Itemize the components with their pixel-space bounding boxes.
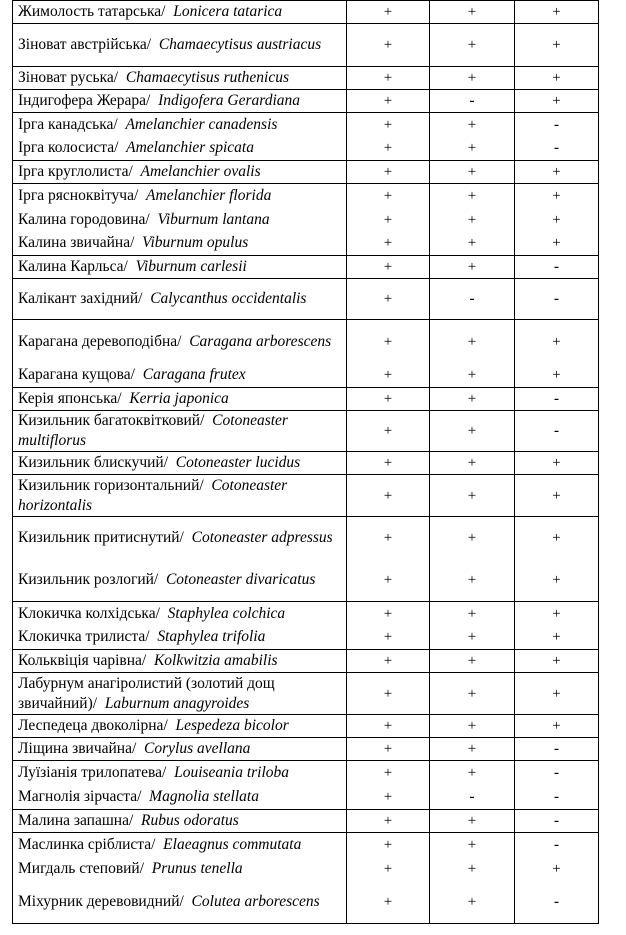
- dash-mark-cell-3: -: [515, 113, 599, 137]
- table-row: [13, 857, 599, 881]
- latin-name: Rubus odoratus: [141, 812, 239, 829]
- ukrainian-name: Малина запашна/: [18, 812, 134, 829]
- plus-mark-cell-2: +: [430, 208, 515, 232]
- latin-name: Kerria japonica: [129, 390, 229, 407]
- plus-mark-cell-2: +: [430, 738, 515, 761]
- latin-name: Lespedeza bicolor: [175, 717, 289, 734]
- table-row: [13, 364, 599, 388]
- species-name-cell: [13, 208, 347, 232]
- table-row: [13, 517, 599, 560]
- species-name-cell: [13, 650, 347, 673]
- latin-name: Elaeagnus commutata: [163, 835, 302, 853]
- plus-mark-cell-1: +: [347, 388, 430, 411]
- species-name-cell: [13, 475, 347, 517]
- plus-mark-cell-3: +: [515, 715, 599, 738]
- table-row: [13, 320, 599, 364]
- plus-mark-cell-1: +: [347, 256, 430, 279]
- plus-mark-cell-1: +: [347, 786, 430, 810]
- plus-mark-cell-1: +: [347, 475, 430, 517]
- ukrainian-name: Кизильник притиснутий/: [18, 529, 184, 547]
- plus-mark-cell-2: +: [430, 320, 515, 364]
- dash-mark-cell-2: -: [430, 786, 515, 810]
- species-name-cell: [13, 137, 347, 161]
- plus-mark-cell-2: +: [430, 452, 515, 475]
- ukrainian-name: Клокичка трилиста/: [18, 628, 150, 646]
- ukrainian-name: Ірга рясноквітуча/: [18, 186, 139, 204]
- ukrainian-name: Жимолость татарська/: [18, 3, 166, 20]
- latin-name: Cotoneaster adpressus: [191, 529, 333, 547]
- plus-mark-cell-2: +: [430, 602, 515, 626]
- table-row: [13, 137, 599, 161]
- plus-mark-cell-2: +: [430, 256, 515, 279]
- species-name-cell: [13, 320, 347, 364]
- species-name-cell: [13, 161, 347, 184]
- latin-name: Staphylea colchica: [167, 604, 286, 622]
- dash-mark-cell-3: -: [515, 786, 599, 810]
- ukrainian-name: Клокичка колхідська/: [18, 604, 160, 622]
- dash-mark-cell-3: -: [515, 810, 599, 833]
- table-row: [13, 208, 599, 232]
- dash-mark-cell-3: -: [515, 256, 599, 279]
- table-row: [13, 786, 599, 810]
- plus-mark-cell-2: +: [430, 232, 515, 256]
- species-name-cell: [13, 673, 347, 715]
- plus-mark-cell-3: +: [515, 602, 599, 626]
- plus-mark-cell-2: +: [430, 650, 515, 673]
- table-row: [13, 881, 599, 924]
- plus-mark-cell-2: +: [430, 475, 515, 517]
- ukrainian-name: Кизильник горизонтальний/: [18, 476, 204, 494]
- latin-name: Chamaecytisus austriacus: [158, 36, 322, 53]
- latin-name: Viburnum carlesii: [135, 258, 247, 275]
- species-name-cell: [13, 452, 347, 475]
- table-row: [13, 650, 599, 673]
- plus-mark-cell-3: +: [515, 24, 599, 67]
- latin-name: Cotoneaster lucidus: [175, 454, 301, 471]
- species-name-cell: [13, 560, 347, 602]
- plus-mark-cell-1: +: [347, 364, 430, 388]
- plus-mark-cell-1: +: [347, 738, 430, 761]
- plus-mark-cell-3: +: [515, 475, 599, 517]
- ukrainian-name: Магнолія зірчаста/: [18, 788, 142, 806]
- table-row: [13, 24, 599, 67]
- species-name-cell: [13, 256, 347, 279]
- species-name-cell: [13, 833, 347, 857]
- latin-name: Kolkwitzia amabilis: [153, 652, 278, 669]
- species-name-cell: [13, 881, 347, 924]
- species-name-cell: [13, 411, 347, 452]
- table-row: [13, 810, 599, 833]
- ukrainian-name: Ліщина звичайна/: [18, 740, 137, 757]
- plus-mark-cell-1: +: [347, 626, 430, 650]
- table-row: [13, 411, 599, 452]
- plus-mark-cell-3: +: [515, 67, 599, 90]
- species-name-cell: [13, 626, 347, 650]
- plus-mark-cell-3: +: [515, 161, 599, 184]
- plus-mark-cell-2: +: [430, 1, 515, 24]
- latin-name: Amelanchier ovalis: [140, 163, 261, 180]
- ukrainian-name: Ірга колосиста/: [18, 139, 119, 157]
- plus-mark-cell-1: +: [347, 761, 430, 786]
- species-name-cell: [13, 67, 347, 90]
- dash-mark-cell-3: -: [515, 761, 599, 786]
- ukrainian-name: Калина городовина/: [18, 210, 150, 228]
- latin-name: Caragana arborescens: [189, 332, 332, 350]
- species-name-cell: [13, 279, 347, 320]
- species-name-cell: [13, 90, 347, 113]
- latin-name: Prunus tenella: [151, 859, 243, 877]
- latin-name: Louiseania triloba: [174, 764, 290, 782]
- plus-mark-cell-3: +: [515, 650, 599, 673]
- plus-mark-cell-1: +: [347, 24, 430, 67]
- ukrainian-name: Карагана деревоподібна/: [18, 332, 182, 350]
- table-row: [13, 560, 599, 602]
- table-row: [13, 738, 599, 761]
- plus-mark-cell-1: +: [347, 161, 430, 184]
- table-row: [13, 715, 599, 738]
- dash-mark-cell-3: -: [515, 388, 599, 411]
- dash-mark-cell-3: -: [515, 137, 599, 161]
- plus-mark-cell-2: +: [430, 833, 515, 857]
- latin-name: Colutea arborescens: [191, 892, 320, 910]
- ukrainian-name: Кизильник розлогий/: [18, 571, 159, 589]
- species-name-cell: [13, 388, 347, 411]
- table-row: [13, 602, 599, 626]
- latin-name: Amelanchier canadensis: [125, 115, 278, 133]
- latin-name: Amelanchier florida: [146, 186, 272, 204]
- latin-name: Viburnum lantana: [157, 210, 270, 228]
- dash-mark-cell-3: -: [515, 833, 599, 857]
- latin-name: Calycanthus occidentalis: [150, 290, 307, 307]
- plus-mark-cell-1: +: [347, 184, 430, 208]
- ukrainian-name: Маслинка сріблиста/: [18, 835, 156, 853]
- ukrainian-name: Леспедеца двоколірна/: [18, 717, 168, 734]
- plus-mark-cell-2: +: [430, 24, 515, 67]
- species-name-cell: [13, 1, 347, 24]
- latin-name: Staphylea trifolia: [157, 628, 266, 646]
- dash-mark-cell-3: -: [515, 881, 599, 924]
- species-table-body: [13, 1, 599, 924]
- species-name-cell: [13, 113, 347, 137]
- table-row: [13, 232, 599, 256]
- table-row: [13, 626, 599, 650]
- plus-mark-cell-2: +: [430, 517, 515, 560]
- ukrainian-name: Міхурник деревовидний/: [18, 892, 184, 910]
- ukrainian-name: Мигдаль степовий/: [18, 859, 145, 877]
- table-row: [13, 833, 599, 857]
- latin-name: Magnolia stellata: [149, 788, 259, 806]
- plus-mark-cell-1: +: [347, 833, 430, 857]
- plus-mark-cell-3: +: [515, 232, 599, 256]
- plus-mark-cell-2: +: [430, 184, 515, 208]
- plus-mark-cell-3: +: [515, 517, 599, 560]
- plus-mark-cell-2: +: [430, 113, 515, 137]
- dash-mark-cell-2: -: [430, 279, 515, 320]
- species-name-cell: [13, 761, 347, 786]
- ukrainian-name: Ірга круглолиста/: [18, 163, 133, 180]
- ukrainian-name: Калина Карльса/: [18, 258, 128, 275]
- plus-mark-cell-3: +: [515, 673, 599, 715]
- table-row: [13, 67, 599, 90]
- latin-name: Corylus avellana: [144, 740, 251, 757]
- species-name-cell: [13, 364, 347, 388]
- plus-mark-cell-1: +: [347, 602, 430, 626]
- plus-mark-cell-2: +: [430, 810, 515, 833]
- species-name-cell: [13, 810, 347, 833]
- plus-mark-cell-3: +: [515, 452, 599, 475]
- dash-mark-cell-3: -: [515, 279, 599, 320]
- species-name-cell: [13, 857, 347, 881]
- plus-mark-cell-1: +: [347, 411, 430, 452]
- latin-name: Viburnum opulus: [142, 234, 249, 252]
- plus-mark-cell-3: +: [515, 626, 599, 650]
- latin-name: Indigofera Gerardiana: [158, 92, 301, 109]
- ukrainian-name: Лабурнум анагіролистий (золотий дощ звичайний)/: [18, 674, 275, 712]
- plus-mark-cell-1: +: [347, 560, 430, 602]
- plus-mark-cell-3: +: [515, 1, 599, 24]
- ukrainian-name: Ірга канадська/: [18, 115, 118, 133]
- ukrainian-name: Зіноват руська/: [18, 69, 119, 86]
- table-row: [13, 475, 599, 517]
- plus-mark-cell-1: +: [347, 650, 430, 673]
- ukrainian-name: Кизильник багатоквітковий/: [18, 412, 205, 429]
- dash-mark-cell-2: -: [430, 90, 515, 113]
- table-row: [13, 761, 599, 786]
- plus-mark-cell-2: +: [430, 857, 515, 881]
- plus-mark-cell-1: +: [347, 810, 430, 833]
- plus-mark-cell-3: +: [515, 184, 599, 208]
- plus-mark-cell-2: +: [430, 560, 515, 602]
- table-row: [13, 279, 599, 320]
- plus-mark-cell-3: +: [515, 857, 599, 881]
- species-name-cell: [13, 517, 347, 560]
- plus-mark-cell-3: +: [515, 364, 599, 388]
- table-row: [13, 1, 599, 24]
- table-row: [13, 161, 599, 184]
- plus-mark-cell-2: +: [430, 715, 515, 738]
- latin-name: Laburnum anagyroides: [104, 694, 250, 712]
- plus-mark-cell-1: +: [347, 1, 430, 24]
- plus-mark-cell-1: +: [347, 232, 430, 256]
- plus-mark-cell-2: +: [430, 673, 515, 715]
- plus-mark-cell-2: +: [430, 411, 515, 452]
- species-name-cell: [13, 602, 347, 626]
- table-row: [13, 184, 599, 208]
- latin-name: Amelanchier spicata: [126, 139, 254, 157]
- dash-mark-cell-3: -: [515, 411, 599, 452]
- species-name-cell: [13, 786, 347, 810]
- ukrainian-name: Луїзіанія трилопатева/: [18, 764, 167, 782]
- plus-mark-cell-2: +: [430, 67, 515, 90]
- species-name-cell: [13, 24, 347, 67]
- table-row: [13, 452, 599, 475]
- plus-mark-cell-3: +: [515, 90, 599, 113]
- table-row: [13, 256, 599, 279]
- plus-mark-cell-2: +: [430, 161, 515, 184]
- species-name-cell: [13, 184, 347, 208]
- plus-mark-cell-3: +: [515, 320, 599, 364]
- plus-mark-cell-2: +: [430, 881, 515, 924]
- latin-name: Lonicera tatarica: [173, 3, 283, 20]
- latin-name: Caragana frutex: [142, 366, 246, 384]
- species-name-cell: [13, 232, 347, 256]
- latin-name: Cotoneaster multiflorus: [18, 412, 288, 449]
- plus-mark-cell-1: +: [347, 90, 430, 113]
- plus-mark-cell-1: +: [347, 673, 430, 715]
- latin-name: Cotoneaster divaricatus: [165, 571, 316, 589]
- table-row: [13, 388, 599, 411]
- ukrainian-name: Індигофера Жерара/: [18, 92, 151, 109]
- plus-mark-cell-1: +: [347, 113, 430, 137]
- plus-mark-cell-1: +: [347, 517, 430, 560]
- species-name-cell: [13, 715, 347, 738]
- ukrainian-name: Кольквіція чарівна/: [18, 652, 147, 669]
- table-row: [13, 673, 599, 715]
- table-row: [13, 113, 599, 137]
- plus-mark-cell-1: +: [347, 320, 430, 364]
- plus-mark-cell-1: +: [347, 137, 430, 161]
- plus-mark-cell-2: +: [430, 364, 515, 388]
- ukrainian-name: Кизильник блискучий/: [18, 454, 169, 471]
- latin-name: Cotoneaster horizontalis: [18, 476, 288, 514]
- ukrainian-name: Керія японська/: [18, 390, 122, 407]
- plus-mark-cell-3: +: [515, 560, 599, 602]
- ukrainian-name: Карагана кущова/: [18, 366, 135, 384]
- ukrainian-name: Зіноват австрійська/: [18, 36, 152, 53]
- species-name-cell: [13, 738, 347, 761]
- plus-mark-cell-1: +: [347, 881, 430, 924]
- latin-name: Chamaecytisus ruthenicus: [125, 69, 290, 86]
- plus-mark-cell-1: +: [347, 715, 430, 738]
- plus-mark-cell-1: +: [347, 452, 430, 475]
- plus-mark-cell-1: +: [347, 857, 430, 881]
- plus-mark-cell-2: +: [430, 761, 515, 786]
- plus-mark-cell-2: +: [430, 626, 515, 650]
- ukrainian-name: Калікант західний/: [18, 290, 143, 307]
- plus-mark-cell-1: +: [347, 279, 430, 320]
- plus-mark-cell-1: +: [347, 67, 430, 90]
- plus-mark-cell-3: +: [515, 208, 599, 232]
- plus-mark-cell-1: +: [347, 208, 430, 232]
- plus-mark-cell-2: +: [430, 388, 515, 411]
- dash-mark-cell-3: -: [515, 738, 599, 761]
- species-table: [12, 0, 599, 924]
- plus-mark-cell-2: +: [430, 137, 515, 161]
- table-row: [13, 90, 599, 113]
- ukrainian-name: Калина звичайна/: [18, 234, 135, 252]
